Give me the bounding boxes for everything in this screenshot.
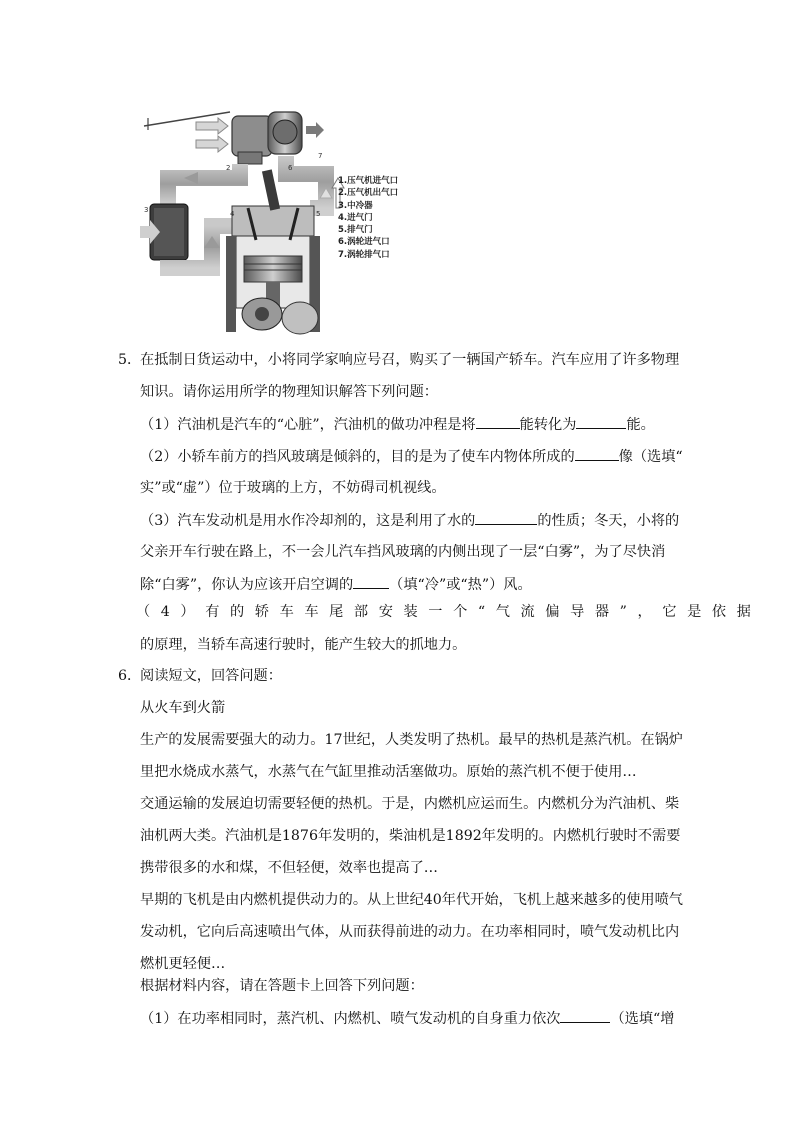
svg-text:4: 4	[230, 210, 235, 218]
question-6-stem: 阅读短文，回答问题：	[140, 668, 282, 684]
passage-paragraph: 燃机更轻便…	[140, 956, 226, 972]
passage-paragraph: 携带很多的水和煤，不但轻便，效率也提高了…	[140, 860, 438, 876]
svg-text:6: 6	[288, 164, 293, 172]
passage-paragraph: 交通运输的发展迫切需要轻便的热机。于是，内燃机应运而生。内燃机分为汽油机、柴	[140, 796, 680, 812]
legend-item: 4.进气门	[338, 212, 373, 223]
part-text: 的性质；冬天，小将的	[537, 513, 680, 529]
question-5-part-3	[140, 510, 679, 531]
question-5-part-2	[140, 446, 683, 467]
legend-item: 7.涡轮排气口	[338, 249, 390, 260]
figure-legend	[338, 175, 398, 261]
part-text: 像（选填“	[618, 449, 683, 465]
svg-text:7: 7	[318, 152, 323, 160]
question-5-part-3-cont: 父亲开车行驶在路上，不一会儿汽车挡风玻璃的内侧出现了一层“白雾”，为了尽快消	[140, 544, 666, 560]
question-5-number: 5．	[118, 352, 142, 368]
svg-text:3: 3	[144, 206, 149, 214]
legend-item: 2.压气机出气口	[338, 188, 399, 199]
part-text: 能。	[626, 417, 655, 433]
question-6-instruction: 根据材料内容，请在答题卡上回答下列问题：	[140, 978, 424, 994]
passage-paragraph: 生产的发展需要强大的动力。17世纪，人类发明了热机。最早的热机是蒸汽机。在锅炉	[140, 732, 683, 748]
passage-paragraph: 早期的飞机是由内燃机提供动力的。从上世纪40年代开始，飞机上越来越多的使用喷气	[140, 892, 683, 908]
question-5-part-4: （4）有的轿车车尾部安装一个“气流偏导器”，它是依据	[136, 604, 762, 620]
passage-paragraph: 油机两大类。汽油机是1876年发明的，柴油机是1892年发明的。内燃机行驶时不需要	[140, 828, 681, 844]
part-text: （选填“增	[610, 1011, 675, 1027]
answer-blank[interactable]	[560, 1008, 610, 1023]
part-text: （1）汽油机是汽车的“心脏”，汽油机的做功冲程是将	[140, 417, 476, 433]
legend-item: 5.排气门	[338, 225, 373, 236]
question-5-part-1	[140, 414, 655, 435]
svg-text:2: 2	[226, 164, 231, 172]
question-5-stem-cont: 知识。请你运用所学的物理知识解答下列问题：	[140, 384, 438, 400]
question-5-part-4-cont	[140, 634, 466, 655]
passage-paragraph: 发动机，它向后高速喷出气体，从而获得前进的动力。在功率相同时，喷气发动机比内	[140, 924, 680, 940]
passage-title: 从火车到火箭	[140, 700, 226, 716]
legend-item: 6.涡轮进气口	[338, 237, 390, 248]
passage-paragraph: 里把水烧成水蒸气，水蒸气在气缸里推动活塞做功。原始的蒸汽机不便于使用…	[140, 764, 637, 780]
answer-blank[interactable]	[353, 574, 389, 589]
answer-blank[interactable]	[576, 414, 626, 429]
question-6-number: 6．	[118, 668, 142, 684]
answer-blank[interactable]	[575, 446, 619, 461]
part-text: （3）汽车发动机是用水作冷却剂的，这是利用了水的	[140, 513, 476, 529]
answer-blank[interactable]	[475, 510, 537, 525]
part-text: 的原理，当轿车高速行驶时，能产生较大的抓地力。	[140, 637, 467, 653]
answer-blank[interactable]	[476, 414, 520, 429]
question-6-part-1	[140, 1008, 674, 1029]
legend-item: 1.压气机进气口	[338, 176, 399, 186]
question-5-stem: 在抵制日货运动中，小将同学家响应号召，购买了一辆国产轿车。汽车应用了许多物理	[140, 352, 680, 368]
svg-text:5: 5	[316, 210, 321, 218]
part-text: （填“冷”或“热”）风。	[389, 577, 532, 593]
part-text: 除“白雾”，你认为应该开启空调的	[140, 577, 354, 593]
part-text: （2）小轿车前方的挡风玻璃是倾斜的，目的是为了使车内物体所成的	[140, 449, 575, 465]
part-text: （1）在功率相同时，蒸汽机、内燃机、喷气发动机的自身重力依次	[140, 1011, 561, 1027]
legend-item: 3.中冷器	[338, 200, 373, 211]
part-text: 能转化为	[519, 417, 577, 433]
question-5-part-3-cont	[140, 574, 532, 595]
question-5-part-2-cont: 实”或“虚”）位于玻璃的上方，不妨碍司机视线。	[140, 480, 446, 496]
